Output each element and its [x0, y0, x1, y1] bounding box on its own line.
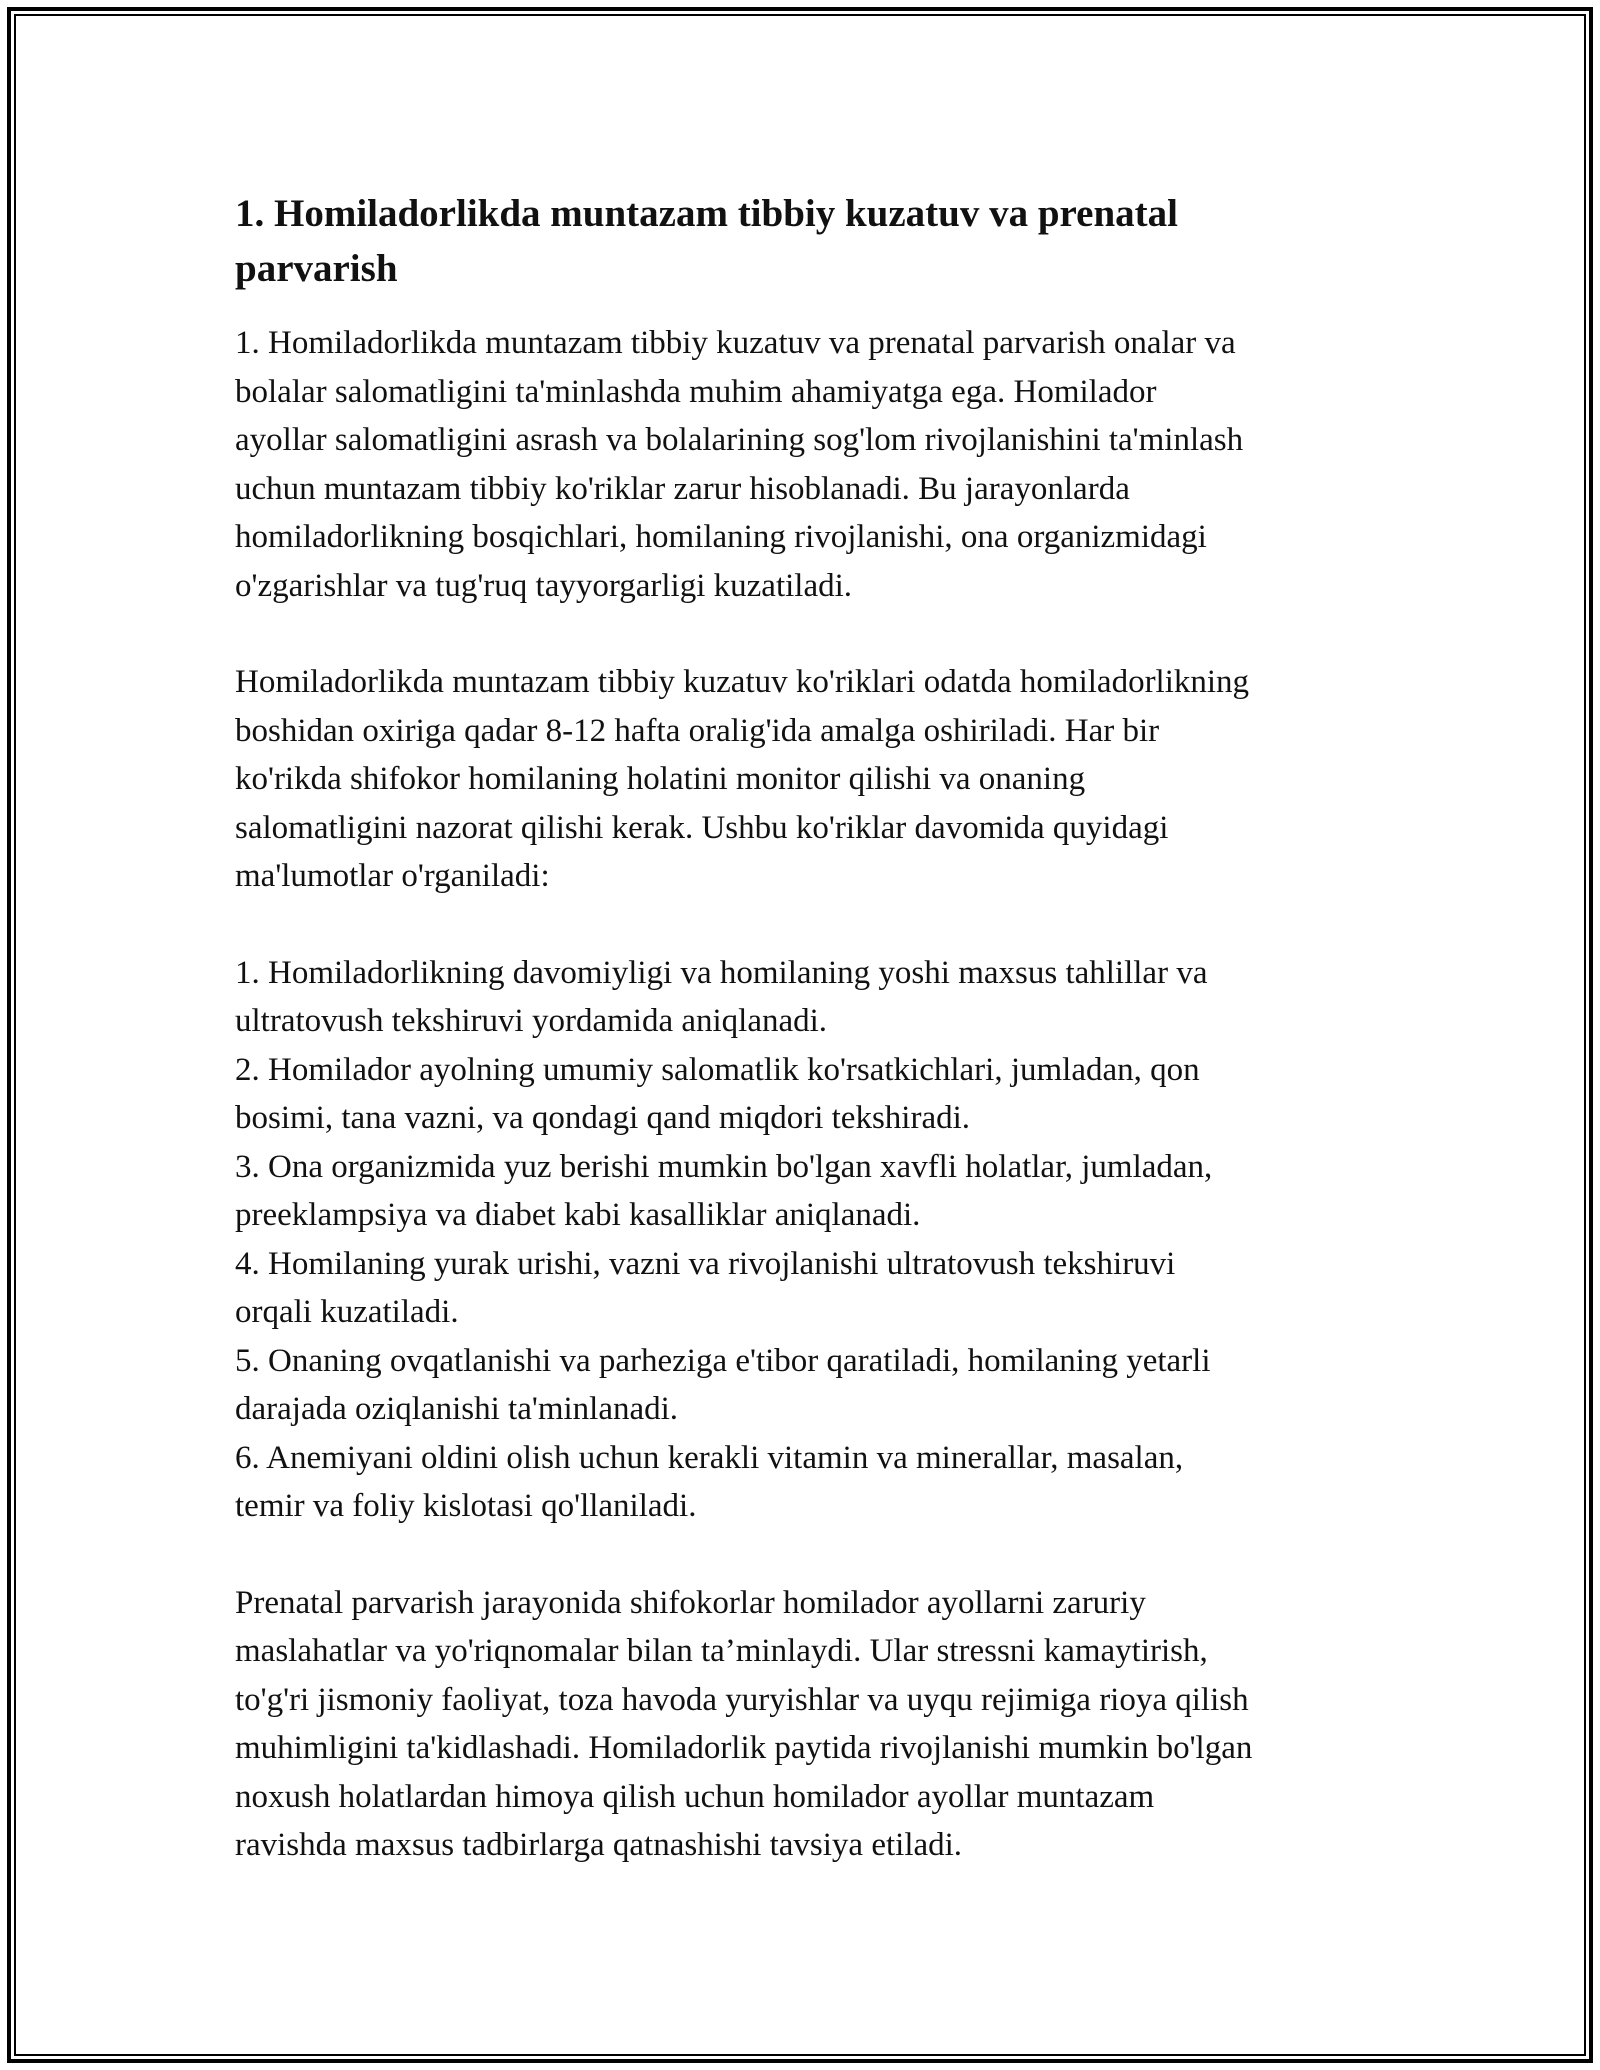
- list-item: 4. Homilaning yurak urishi, vazni va rivojlanishi ultratovush tekshiruvi orqali kuzatiladi.: [235, 1245, 1176, 1330]
- paragraph-prenatal-care: Prenatal parvarish jarayonida shifokorlar homilador ayollarni zaruriy maslahatlar va yo'riqnomalar bilan ta’minlaydi. Ular stressni kamaytirish, to'g'ri jismoniy faoliyat, toza havoda yuryishlar va uyqu rejimiga rioya qilish muhimligini ta'kidlashadi. Homiladorlik paytida rivojlanishi mumkin bo'lgan noxush holatlardan himoya qilish uchun homilador ayollar muntazam ravishda maxsus tadbirlarga qatnashishi tavsiya etiladi.: [235, 1584, 1253, 1863]
- document-title: 1. Homiladorlikda muntazam tibbiy kuzatuv va prenatal parvarish: [235, 192, 1178, 290]
- paragraph-checkups: Homiladorlikda muntazam tibbiy kuzatuv ko'riklari odatda homiladorlikning boshidan oxiriga qadar 8-12 hafta oralig'ida amalga oshiriladi. Har bir ko'rikda shifokor homilaning holatini monitor qilishi va onaning salomatligini nazorat qilishi kerak. Ushbu ko'riklar davomida quyidagi ma'lumotlar o'rganiladi:: [235, 664, 1250, 894]
- list-item: 1. Homiladorlikning davomiyligi va homilaning yoshi maxsus tahlillar va ultratovush tekshiruvi yordamida aniqlanadi.: [235, 954, 1208, 1039]
- document-body: [235, 186, 1385, 1918]
- list-item: 2. Homilador ayolning umumiy salomatlik ko'rsatkichlari, jumladan, qon bosimi, tana vazni, va qondagi qand miqdori tekshiradi.: [235, 1051, 1200, 1136]
- paragraph-intro: 1. Homiladorlikda muntazam tibbiy kuzatuv va prenatal parvarish onalar va bolalar salomatligini ta'minlashda muhim ahamiyatga ega. Homilador ayollar salomatligini asrash va bolalarining sog'lom rivojlanishini ta'minlash uchun muntazam tibbiy ko'riklar zarur hisoblanadi. Bu jarayonlarda homiladorlikning bosqichlari, homilaning rivojlanishi, ona organizmidagi o'zgarishlar va tug'ruq tayyorgarligi kuzatiladi.: [235, 325, 1244, 604]
- list-item: 5. Onaning ovqatlanishi va parheziga e'tibor qaratiladi, homilaning yetarli darajada oziqlanishi ta'minlanadi.: [235, 1342, 1211, 1427]
- list-item: 6. Anemiyani oldini olish uchun kerakli vitamin va minerallar, masalan, temir va foliy kislotasi qo'llaniladi.: [235, 1439, 1184, 1524]
- numbered-list: [235, 949, 1385, 1531]
- list-item: 3. Ona organizmida yuz berishi mumkin bo'lgan xavfli holatlar, jumladan, preeklampsiya va diabet kabi kasalliklar aniqlanadi.: [235, 1148, 1213, 1233]
